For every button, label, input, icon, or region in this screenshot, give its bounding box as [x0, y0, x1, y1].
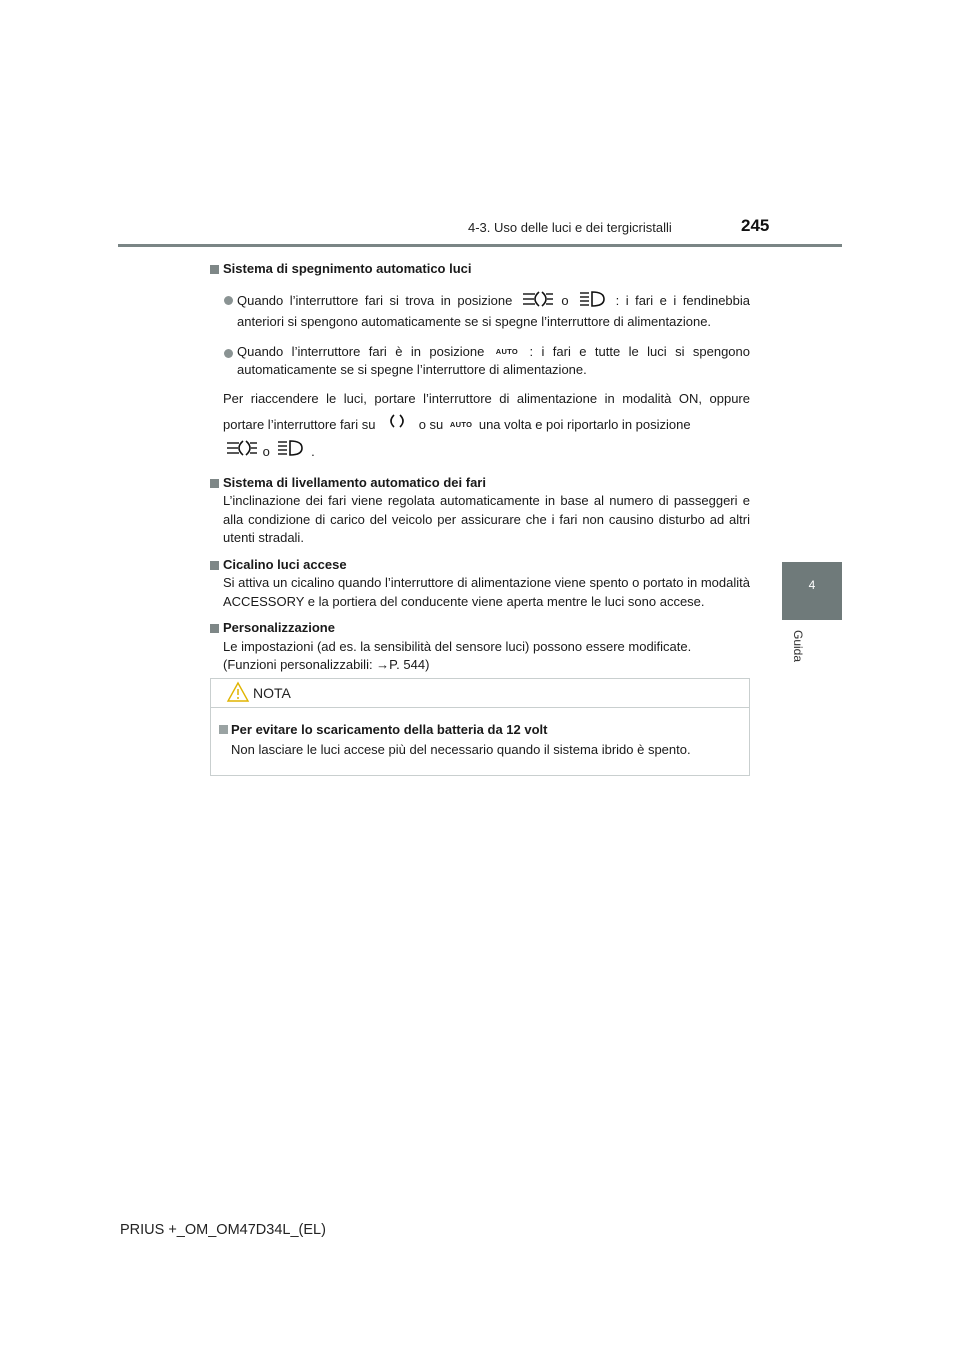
list-item: Quando l’interruttore fari è in posizione AUTO : i fari e tutte le luci si spengono automaticamente se si spegne l’interruttore di alimentazione.	[210, 343, 750, 380]
section-heading: Sistema di livellamento automatico dei fari	[210, 474, 750, 493]
list-item: Quando l’interruttore fari si trova in posizione o : i fari e i fendinebbia anteriori si spengono automaticamente se si spegne l’interruttore di alimentazione.	[210, 290, 750, 332]
square-bullet-icon	[210, 561, 219, 570]
page-number: 245	[741, 216, 770, 235]
note-title: NOTA	[253, 685, 291, 701]
headlight-icon	[519, 290, 555, 314]
high-beam-icon	[575, 290, 609, 314]
paragraph: (Funzioni personalizzabili: →P. 544)	[223, 657, 430, 673]
header-rule	[118, 244, 842, 247]
footer-code: PRIUS +_OM_OM47D34L_(EL)	[120, 1222, 326, 1238]
header-section-title: 4-3. Uso delle luci e dei tergicristalli	[468, 220, 672, 235]
square-bullet-icon	[210, 624, 219, 633]
round-bullet-icon	[224, 349, 233, 358]
square-bullet-icon	[210, 265, 219, 274]
square-bullet-icon	[210, 479, 219, 488]
paragraph: Si attiva un cicalino quando l’interruttore di alimentazione viene spento o portato in modalità ACCESSORY e la portiera del conducente viene aperta mentre le luci sono accese.	[223, 575, 750, 609]
high-beam-icon	[273, 439, 307, 466]
chapter-label: Guida	[791, 630, 805, 663]
parking-light-icon	[379, 412, 415, 439]
note-body	[211, 708, 749, 759]
note-box	[210, 678, 750, 776]
warning-triangle-icon	[226, 681, 250, 708]
note-heading: Per evitare lo scaricamento della batteria da 12 volt	[219, 720, 741, 739]
paragraph: L’inclinazione dei fari viene regolata automaticamente in base al numero di passeggeri e alla condizione di carico del veicolo per assicurare che i fari non causino disturbo ad altri utenti stradali.	[223, 493, 750, 546]
chapter-number: 4	[808, 578, 816, 592]
page-content	[210, 252, 750, 675]
paragraph: Per riaccendere le luci, portare l’interruttore di alimentazione in modalità ON, oppure portare l’interruttore fari su o su AUTO una volta e poi riportarlo in posizione o .	[210, 386, 750, 466]
section-heading: Personalizzazione	[210, 619, 750, 638]
section-heading: Cicalino luci accese	[210, 556, 750, 575]
note-text: Non lasciare le luci accese più del necessario quando il sistema ibrido è spento.	[231, 742, 691, 757]
chapter-tab	[782, 562, 842, 620]
headlight-icon	[223, 439, 259, 466]
auto-icon: AUTO	[449, 420, 473, 430]
section-heading: Sistema di spegnimento automatico luci	[210, 260, 750, 279]
note-header	[211, 679, 749, 708]
square-bullet-icon	[219, 725, 228, 734]
paragraph: Le impostazioni (ad es. la sensibilità del sensore luci) possono essere modificate.	[223, 638, 692, 654]
round-bullet-icon	[224, 296, 233, 305]
auto-icon: AUTO	[495, 346, 519, 356]
